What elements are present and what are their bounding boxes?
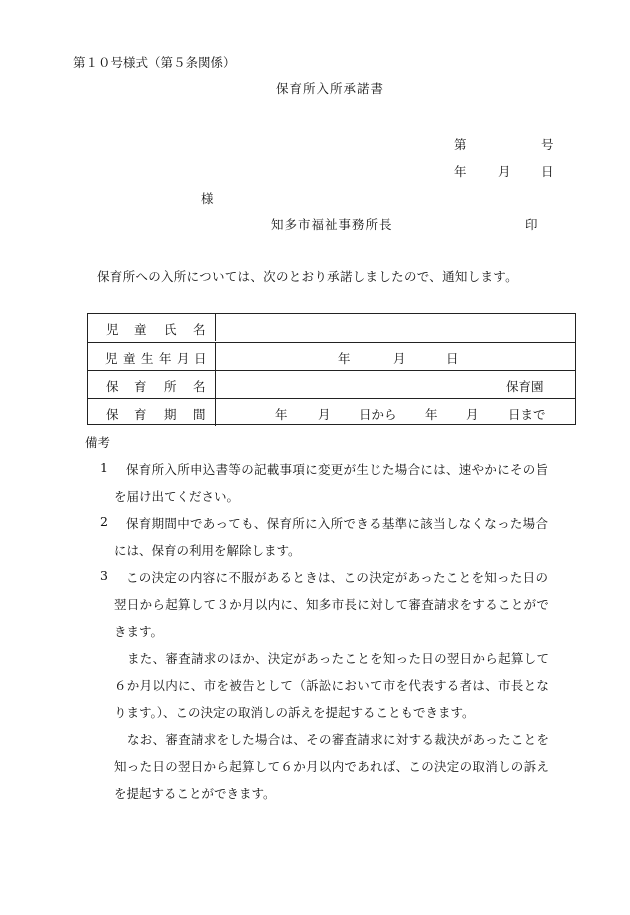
info-table bbox=[87, 313, 576, 425]
period-end-year: 年 bbox=[425, 407, 438, 422]
label-birthdate bbox=[88, 343, 216, 370]
date-day: 日 bbox=[541, 164, 554, 179]
label-char: 育 bbox=[134, 407, 147, 422]
label-char: 月 bbox=[177, 351, 190, 366]
remark-line: この決定の内容に不服があるときは、この決定があったことを知った日の bbox=[126, 570, 549, 585]
sender-name: 知多市福祉事務所長 bbox=[271, 217, 393, 232]
remark-line: なお、審査請求をした場合は、その審査請求に対する裁決があったことを bbox=[127, 732, 550, 747]
label-char: 日 bbox=[194, 351, 207, 366]
date-month: 月 bbox=[498, 164, 511, 179]
label-char: 生 bbox=[141, 351, 154, 366]
remark-number: 3 bbox=[100, 568, 108, 583]
date-year: 年 bbox=[454, 164, 467, 179]
table-row-birthdate bbox=[88, 342, 575, 371]
remark-line: 保育期間中であっても、保育所に入所できる基準に該当しなくなった場合 bbox=[126, 516, 549, 531]
period-end-day: 日まで bbox=[508, 407, 546, 422]
period-start-day: 日から bbox=[359, 407, 397, 422]
remark-line: 知った日の翌日から起算して６か月以内であれば、この決定の取消しの訴え bbox=[114, 759, 550, 774]
addressee-sama: 様 bbox=[201, 191, 214, 206]
label-char: 名 bbox=[193, 322, 206, 337]
remark-number: 2 bbox=[100, 514, 108, 529]
period-start-month: 月 bbox=[318, 407, 331, 422]
label-char: 名 bbox=[193, 379, 206, 394]
label-child-name bbox=[88, 314, 216, 341]
label-char: 年 bbox=[159, 351, 172, 366]
table-row-child-name bbox=[88, 314, 575, 342]
label-char: 童 bbox=[123, 351, 136, 366]
remark-line: 保育所入所申込書等の記載事項に変更が生じた場合には、速やかにその旨 bbox=[126, 462, 549, 477]
table-row-nursery bbox=[88, 370, 575, 399]
period-end-month: 月 bbox=[466, 407, 479, 422]
label-char: 児 bbox=[106, 322, 119, 337]
remarks-heading: 備考 bbox=[85, 435, 111, 450]
label-char: 氏 bbox=[164, 322, 177, 337]
remark-line: ６か月以内に、市を被告として（訴訟において市を代表する者は、市長とな bbox=[114, 678, 550, 693]
remark-line: 翌日から起算して３か月以内に、知多市長に対して審査請求をすることがで bbox=[114, 597, 550, 612]
label-nursery bbox=[88, 371, 216, 398]
remark-line: きます。 bbox=[114, 624, 164, 639]
label-char: 保 bbox=[106, 379, 119, 394]
remark-line: ります。）、この決定の取消しの訴えを提起することもできます。 bbox=[114, 705, 475, 720]
label-char: 童 bbox=[134, 322, 147, 337]
table-row-period bbox=[88, 398, 575, 426]
remark-number: 1 bbox=[100, 460, 108, 475]
ref-number-suffix: 号 bbox=[541, 137, 554, 152]
nursery-suffix: 保育園 bbox=[506, 379, 544, 394]
label-char: 児 bbox=[105, 351, 118, 366]
period-start-year: 年 bbox=[275, 407, 288, 422]
remark-line: には、保育の利用を解除します。 bbox=[114, 543, 301, 558]
birth-day: 日 bbox=[446, 351, 459, 366]
document-title: 保育所入所承諾書 bbox=[276, 81, 385, 96]
birth-month: 月 bbox=[393, 351, 406, 366]
remark-line: を届け出てください。 bbox=[114, 489, 240, 504]
label-char: 育 bbox=[134, 379, 147, 394]
seal-mark: 印 bbox=[525, 217, 538, 232]
birth-year: 年 bbox=[338, 351, 351, 366]
form-number: 第１０号様式（第５条関係） bbox=[73, 55, 236, 70]
remark-line: を提起することができます。 bbox=[114, 786, 276, 801]
label-period bbox=[88, 399, 216, 426]
ref-number-prefix: 第 bbox=[454, 137, 467, 152]
remark-line: また、審査請求のほか、決定があったことを知った日の翌日から起算して bbox=[127, 651, 550, 666]
label-char: 間 bbox=[193, 407, 206, 422]
label-char: 所 bbox=[164, 379, 177, 394]
label-char: 保 bbox=[106, 407, 119, 422]
intro-text: 保育所への入所については、次のとおり承諾しましたので、通知します。 bbox=[97, 269, 518, 284]
label-char: 期 bbox=[164, 407, 177, 422]
